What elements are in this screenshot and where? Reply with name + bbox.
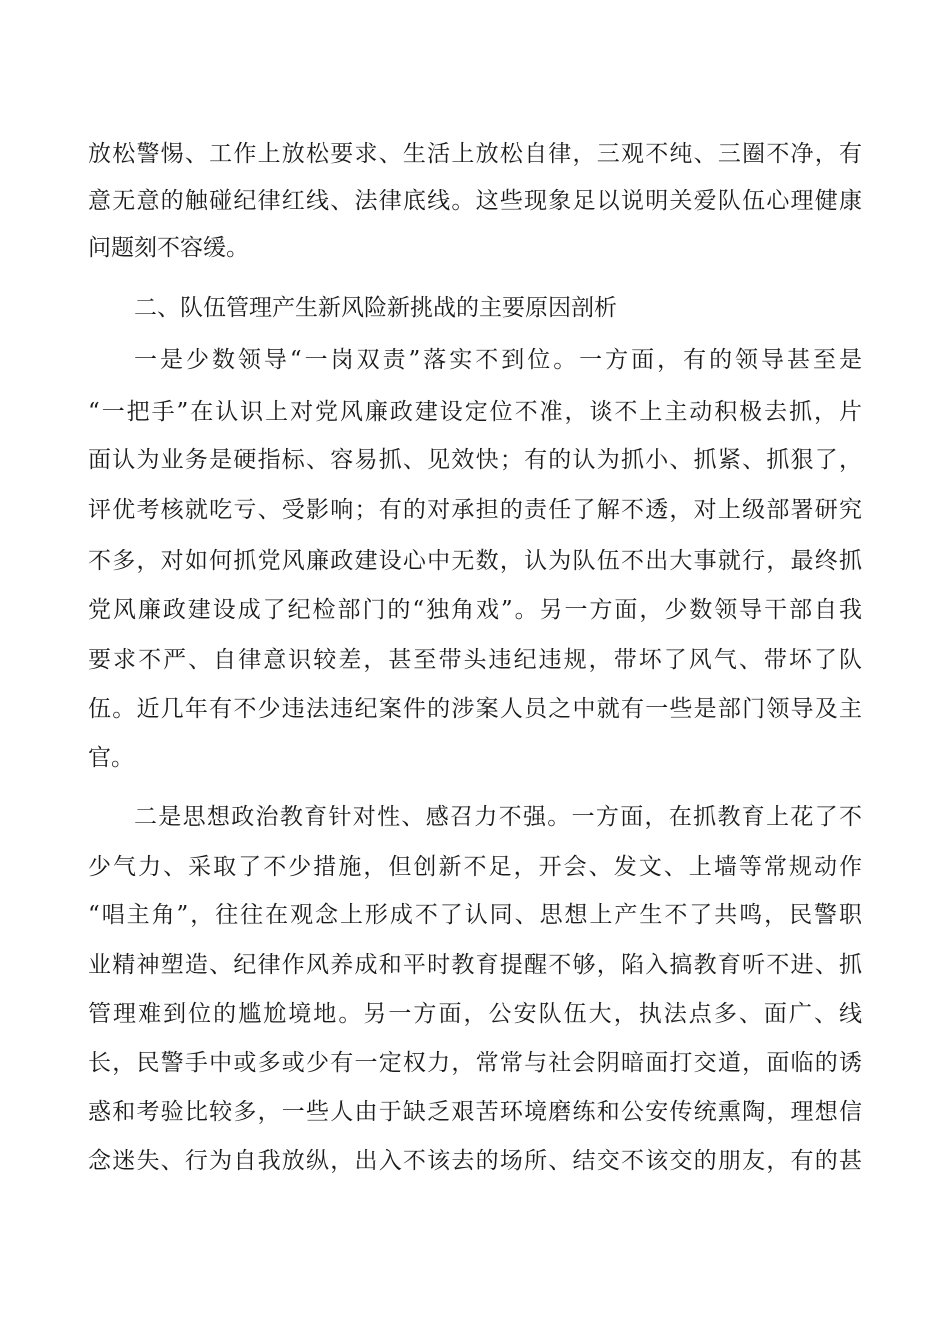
text-line: “一把手”在认识上对党风廉政建设定位不准，谈不上主动积极去抓，片 [88,399,862,425]
text-line: 放松警惕、工作上放松要求、生活上放松自律，三观不纯、三圈不净，有 [88,141,862,167]
text-line: 惑和考验比较多，一些人由于缺乏艰苦环境磨练和公安传统熏陶，理想信 [88,1099,862,1125]
text-line: 官。 [88,745,134,771]
text-line: 少气力、采取了不少措施，但创新不足，开会、发文、上墙等常规动作 [88,854,862,880]
text-line: 意无意的触碰纪律红线、法律底线。这些现象足以说明关爱队伍心理健康 [88,188,862,214]
text-line: 一是少数领导“一岗双责”落实不到位。一方面，有的领导甚至是 [134,347,862,373]
text-line: 二是思想政治教育针对性、感召力不强。一方面，在抓教育上花了不 [134,804,862,830]
text-line: 党风廉政建设成了纪检部门的“独角戏”。另一方面，少数领导干部自我 [88,597,862,623]
text-line: 管理难到位的尴尬境地。另一方面，公安队伍大，执法点多、面广、线 [88,1001,862,1027]
text-line: 不多，对如何抓党风廉政建设心中无数，认为队伍不出大事就行，最终抓 [88,548,862,574]
text-line: 要求不严、自律意识较差，甚至带头违纪违规，带坏了风气、带坏了队 [88,647,862,673]
text-line: 评优考核就吃亏、受影响；有的对承担的责任了解不透，对上级部署研究 [88,497,862,523]
text-line: 问题刻不容缓。 [88,235,249,261]
text-line: 面认为业务是硬指标、容易抓、见效快；有的认为抓小、抓紧、抓狠了， [88,447,862,473]
text-line: 业精神塑造、纪律作风养成和平时教育提醒不够，陷入搞教育听不进、抓 [88,952,862,978]
section-heading: 二、队伍管理产生新风险新挑战的主要原因剖析 [134,295,617,321]
text-line: 念迷失、行为自我放纵，出入不该去的场所、结交不该交的朋友，有的甚 [88,1148,862,1174]
text-line: “唱主角”，往往在观念上形成不了认同、思想上产生不了共鸣，民警职 [88,902,862,928]
text-line: 长，民警手中或多或少有一定权力，常常与社会阴暗面打交道，面临的诱 [88,1050,862,1076]
text-line: 伍。近几年有不少违法违纪案件的涉案人员之中就有一些是部门领导及主 [88,696,862,722]
